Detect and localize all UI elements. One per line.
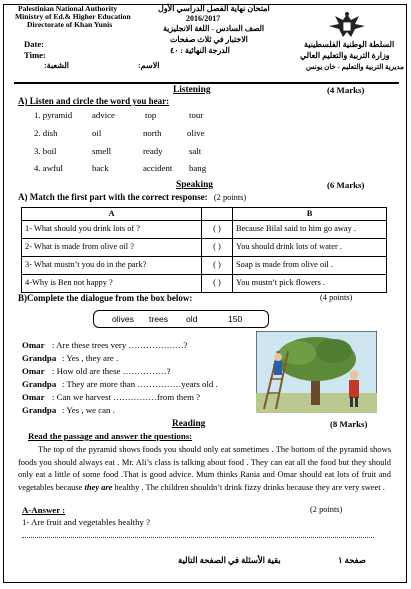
word-box-item: 150: [228, 314, 243, 324]
response-cell: Soap is made from olive oil .: [233, 257, 387, 275]
listening-word[interactable]: top: [145, 110, 157, 120]
total-marks-ar: الدرجة النهائية : ٤٠: [170, 46, 230, 55]
word-box-item: trees: [149, 314, 169, 324]
header-ministry: Ministry of Ed.& Higher Education: [15, 12, 131, 21]
reading-passage: [18, 443, 391, 493]
listening-word[interactable]: salt: [189, 146, 202, 156]
grade-ar: الصف السادس - اللغة الانجليزية: [163, 24, 265, 33]
table-row: [22, 239, 387, 257]
exam-title-ar: امتحان نهاية الفصل الدراسي الأول: [158, 4, 270, 13]
listening-word[interactable]: accident: [143, 163, 173, 173]
listening-word[interactable]: north: [143, 128, 162, 138]
response-cell: You should drink lots of water .: [233, 239, 387, 257]
dialogue-text[interactable]: : Can we harvest ……………from them ?: [52, 392, 201, 402]
section-label-ar: الشعبة:: [44, 61, 70, 70]
speaking-marks: (6 Marks): [327, 180, 365, 190]
dialogue-question: B)Complete the dialogue from the box below:: [18, 293, 193, 303]
ministry-eagle-logo: [325, 10, 369, 40]
listening-word[interactable]: tour: [189, 110, 204, 120]
prompt-cell: 1- What should you drink lots of ?: [22, 221, 202, 239]
passage-text: The top of the pyramid shows foods you should only eat sometimes . The bottom of the pyramid shows foods you should always eat . Mr. Ali’s class is talking about food . They can eat all the food but they should only eat a little of some food .That is good advice. Mum thinks Rania and Omar should eat lots of fruit and vegetables because: [18, 444, 391, 492]
matching-table: [21, 207, 387, 293]
word-box: [93, 310, 269, 328]
authority-ar: السلطة الوطنية الفلسطينية: [304, 40, 395, 49]
table-row: [22, 275, 387, 293]
continue-note-ar: بقية الأسئلة في الصفحة التالية: [178, 556, 281, 565]
passage-paragraph: [18, 443, 391, 493]
answer-blank[interactable]: ( ): [202, 257, 233, 275]
answer-points: (2 points): [310, 505, 343, 514]
header-authority: Palestinian National Authority: [18, 4, 118, 13]
prompt-cell: 4-Why is Ben not happy ?: [22, 275, 202, 293]
listening-word[interactable]: bang: [189, 163, 207, 173]
listening-word[interactable]: smell: [92, 146, 112, 156]
paren-column-header: [202, 208, 233, 221]
listening-word[interactable]: 3. boil: [34, 146, 57, 156]
listening-question: A) Listen and circle the word you hear:: [18, 96, 170, 106]
listening-word[interactable]: 1. pyramid: [34, 110, 73, 120]
speaker-name: Grandpa: [22, 405, 57, 415]
match-question-text: A) Match the first part with the correct response:: [18, 192, 208, 202]
speaker-name: Omar: [22, 340, 45, 350]
header-divider: [14, 82, 399, 84]
dialogue-text[interactable]: : Are these trees very ……………….?: [52, 340, 188, 350]
listening-word[interactable]: ready: [143, 146, 163, 156]
listening-word[interactable]: oil: [92, 128, 102, 138]
speaker-name: Grandpa: [22, 353, 57, 363]
prompt-cell: 3- What mustn’t you do in the park?: [22, 257, 202, 275]
listening-word[interactable]: 4. awful: [34, 163, 63, 173]
response-cell: You mustn’t pick flowers .: [233, 275, 387, 293]
word-box-item: old: [186, 314, 198, 324]
dialogue-points: (4 points): [320, 293, 353, 302]
match-points: (2 points): [213, 193, 247, 202]
passage-emphasis: they are: [84, 481, 113, 492]
listening-word[interactable]: back: [92, 163, 109, 173]
reading-title: Reading: [172, 419, 206, 429]
name-label-ar: الاسم:: [138, 61, 160, 70]
header-directorate: Directorate of Khan Yunis: [27, 20, 113, 29]
speaker-name: Omar: [22, 366, 45, 376]
word-box-item: olives: [112, 314, 134, 324]
listening-word[interactable]: olive: [187, 128, 205, 138]
prompt-cell: 2- What is made from olive oil ?: [22, 239, 202, 257]
page-number-ar: صفحة ١: [338, 556, 366, 565]
speaker-name: Omar: [22, 392, 45, 402]
date-label: Date:: [24, 39, 45, 49]
matching-header-row: [22, 208, 387, 221]
answer-blank[interactable]: ( ): [202, 275, 233, 293]
table-row: [22, 257, 387, 275]
listening-word[interactable]: 2. dish: [34, 128, 58, 138]
speaking-title: Speaking: [176, 180, 213, 190]
reading-question-1: 1- Are fruit and vegetables healthy ?: [22, 517, 150, 527]
dialogue-text[interactable]: : How old are these ……………?: [52, 366, 171, 376]
answer-line[interactable]: [22, 537, 374, 538]
olive-harvest-illustration: [256, 331, 377, 413]
listening-title: Listening: [173, 85, 211, 95]
directorate-ar: مديرية التربية والتعليم - خان يونس: [306, 63, 404, 71]
table-row: [22, 221, 387, 239]
dialogue-text: : Yes , they are .: [62, 353, 119, 363]
passage-text-end: healthy . The children shouldn’t drink fizzy drinks because they are very sweet .: [112, 481, 385, 492]
answer-blank[interactable]: ( ): [202, 221, 233, 239]
answer-label: A-Answer :: [22, 505, 66, 515]
pages-ar: الاختبار في ثلاث صفحات: [170, 35, 248, 44]
speaker-name: Grandpa: [22, 379, 57, 389]
column-b-header: B: [233, 208, 387, 221]
listening-marks: (4 Marks): [327, 85, 365, 95]
column-a-header: A: [22, 208, 202, 221]
time-label: Time:: [24, 50, 46, 60]
match-question: [18, 193, 246, 202]
dialogue-text: : Yes , we can .: [62, 405, 115, 415]
response-cell: Because Bilal said to him go away .: [233, 221, 387, 239]
school-year: 2016/2017: [186, 14, 221, 23]
reading-marks: (8 Marks): [330, 419, 368, 429]
dialogue-text[interactable]: : They are more than ……………years old .: [62, 379, 218, 389]
listening-word[interactable]: advice: [92, 110, 115, 120]
ministry-ar: وزارة التربية والتعليم العالي: [300, 51, 390, 60]
answer-blank[interactable]: ( ): [202, 239, 233, 257]
reading-instruction: Read the passage and answer the questions:: [28, 431, 193, 441]
